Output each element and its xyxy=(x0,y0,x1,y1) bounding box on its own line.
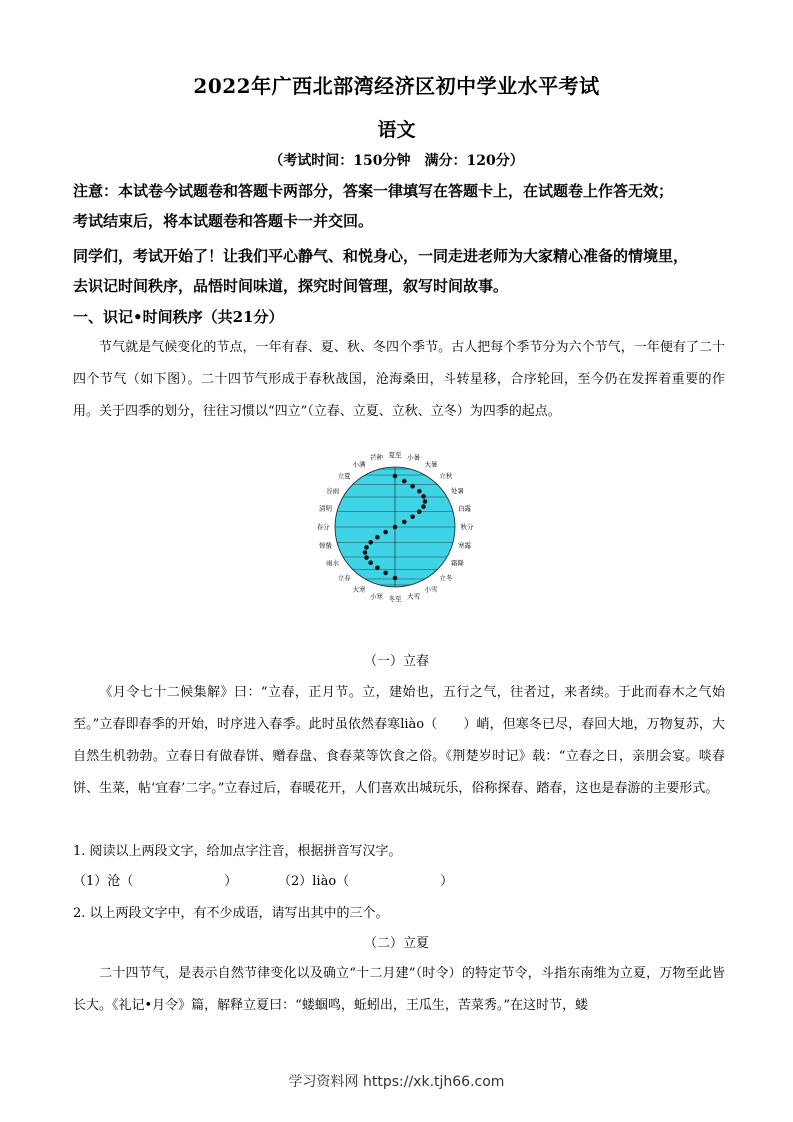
solar-term-label: 霜降 xyxy=(450,559,464,567)
solar-term-label: 小暑 xyxy=(407,453,421,462)
curve-dot xyxy=(363,550,368,555)
solar-term-label: 春分 xyxy=(316,523,330,531)
solar-term-label: 立冬 xyxy=(439,573,453,582)
part1-paragraph-text: 《月令七十二候集解》曰：“立春，正月节。立，建始也，五行之气，往者过，来者续。于此而春木之气始至。”立春即春季的开始，时序进入春季。此时虽依然春寒liào（ ）峭，但寒冬已尽，春回大地，万物复苏，大自然生机勃勃。立春日有做春饼、赠春盘、食春菜等饮食之俗。《荆楚岁时记》载：“立春之日，亲朋会宴。啖春饼、生菜，帖‘宜春’二字。”立春过后，春暖花开，人们喜欢出城玩乐，俗称探春、踏春，这也是春游的主要形式。 xyxy=(73,685,725,796)
solar-term-label: 小寒 xyxy=(369,592,383,601)
solar-term-label: 立春 xyxy=(337,573,351,582)
curve-dot xyxy=(364,545,369,550)
solar-term-label: 清明 xyxy=(319,504,332,513)
intro-line-1: 同学们，考试开始了！让我们平心静气、和悦身心，一同走进老师为大家精心准备的情境里， xyxy=(73,247,689,265)
solar-term-label: 寒露 xyxy=(458,541,471,550)
solar-term-label: 雨水 xyxy=(326,559,340,567)
solar-term-label: 立夏 xyxy=(337,472,351,481)
curve-dot xyxy=(368,560,373,565)
question-1b: （2）liào（ ） xyxy=(278,874,454,889)
notice-line-2: 考试结束后，将本试题卷和答题卡一并交回。 xyxy=(73,212,374,230)
footer-watermark: 学习资料网 https://xk.tjh66.com xyxy=(288,1074,505,1090)
solar-term-label: 大寒 xyxy=(352,585,366,594)
curve-dot xyxy=(393,474,398,479)
curve-dot xyxy=(402,520,407,525)
solar-term-label: 大暑 xyxy=(424,460,438,469)
solar-term-label: 大雪 xyxy=(407,592,421,601)
page-title: 2022年广西北部湾经济区初中学业水平考试 xyxy=(193,74,600,98)
solar-term-label: 处暑 xyxy=(450,487,464,495)
curve-dot xyxy=(375,535,380,540)
part2-heading: （二）立夏 xyxy=(363,936,429,951)
curve-dot xyxy=(383,571,388,576)
curve-dot xyxy=(383,530,388,535)
curve-dot xyxy=(393,525,398,530)
solar-term-label: 惊蛰 xyxy=(319,541,332,550)
subject-title: 语文 xyxy=(377,119,416,141)
curve-dot xyxy=(368,540,373,545)
curve-dot xyxy=(417,489,422,494)
part2-paragraph xyxy=(73,958,725,1022)
curve-dot xyxy=(410,484,415,489)
question-1: 1. 阅读以上两段文字，给加点字注音，根据拼音写汉字。 xyxy=(73,844,402,859)
curve-dot xyxy=(417,509,422,514)
section-paragraph xyxy=(73,332,725,428)
part1-heading: （一）立春 xyxy=(363,654,429,669)
solar-term-label: 谷雨 xyxy=(326,487,340,495)
solar-term-label: 芒种 xyxy=(369,453,383,462)
curve-dot xyxy=(423,499,428,504)
curve-dot xyxy=(421,504,426,509)
part2-paragraph-text: 二十四节气，是表示自然节律变化以及确立“十二月建”（时令）的特定节令，斗指东南维为立夏，万物至此皆长大。《礼记•月令》篇，解释立夏曰：“蝼蝈鸣，蚯蚓出，王瓜生，苦菜秀。”在这时节，蝼 xyxy=(73,966,725,1013)
intro-line-2: 去识记时间秩序，品悟时间味道，探究时间管理，叙写时间故事。 xyxy=(73,277,509,295)
solar-term-label: 夏至 xyxy=(388,451,402,459)
solar-term-label: 冬至 xyxy=(388,595,402,603)
exam-info: （考试时间：150分钟 满分：120分） xyxy=(269,153,524,169)
solar-term-label: 小满 xyxy=(352,460,366,469)
notice-line-1: 注意：本试卷今试题卷和答题卡两部分，答案一律填写在答题卡上，在试题卷上作答无效； xyxy=(73,182,674,200)
question-2: 2. 以上两段文字中，有不少成语，请写出其中的三个。 xyxy=(73,906,389,921)
curve-dot xyxy=(410,515,415,520)
curve-dot xyxy=(421,494,426,499)
solar-term-label: 立秋 xyxy=(439,472,453,481)
solar-term-label: 小雪 xyxy=(424,585,438,594)
curve-dot xyxy=(375,566,380,571)
curve-dot xyxy=(393,576,398,581)
solar-term-label: 秋分 xyxy=(460,523,474,531)
section-heading: 一、识记•时间秩序（共21分） xyxy=(73,308,284,326)
solar-term-label: 白露 xyxy=(458,504,471,513)
solar-terms-diagram xyxy=(300,432,490,612)
section-paragraph-text: 节气就是气候变化的节点，一年有春、夏、秋、冬四个季节。古人把每个季节分为六个节气，一年便有了二十四个节气（如下图）。二十四节气形成于春秋战国，沧海桑田，斗转星移，合序轮回，至今仍在发挥着重要的作用。关于四季的划分，往往习惯以“四立”（立春、立夏、立秋、立冬）为四季的起点。 xyxy=(73,340,725,419)
curve-dot xyxy=(364,555,369,560)
part1-paragraph xyxy=(73,677,725,805)
curve-dot xyxy=(402,479,407,484)
question-1a: （1）沧（ ） xyxy=(73,874,238,889)
